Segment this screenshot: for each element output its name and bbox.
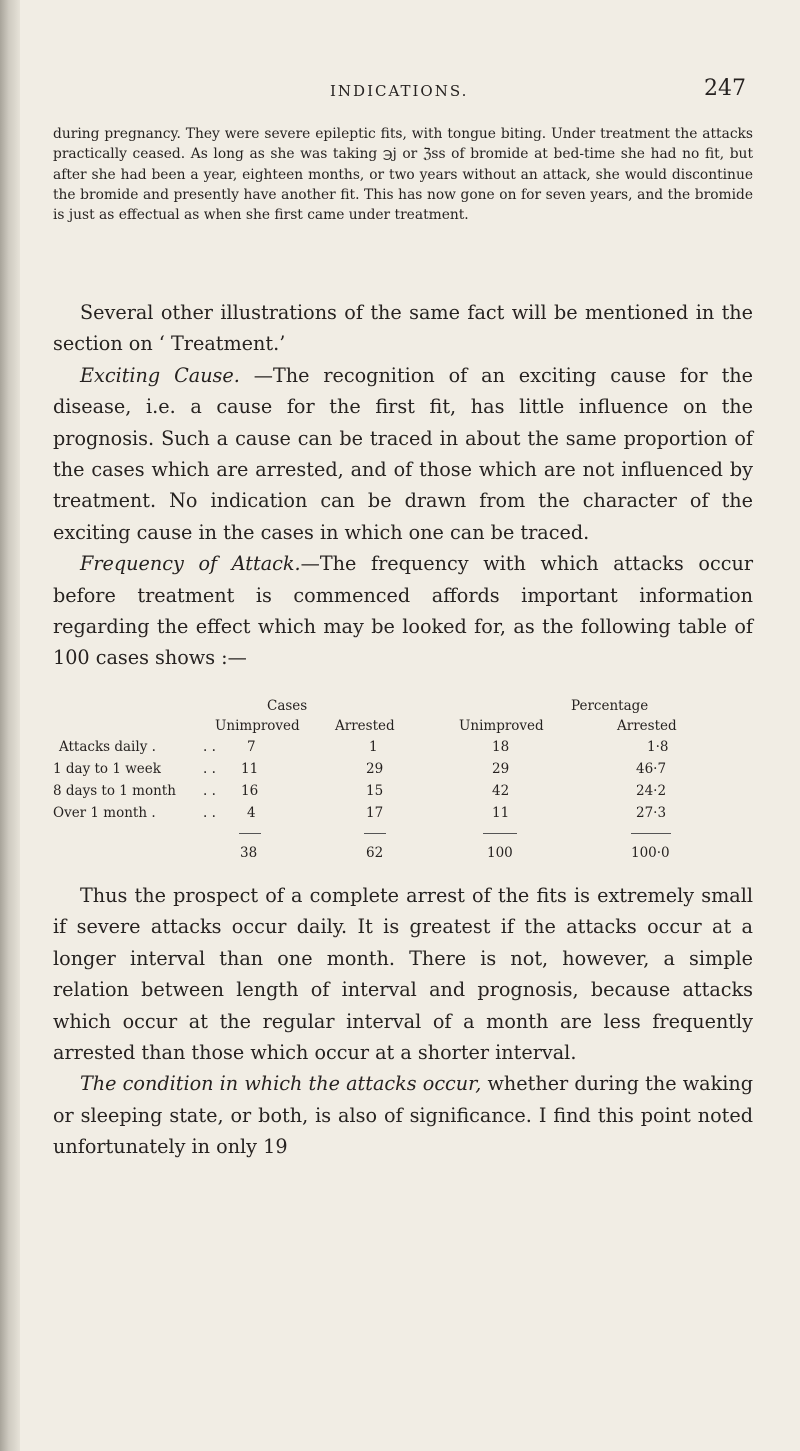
page-header: [0, 76, 800, 106]
total-rule: [631, 833, 671, 834]
cell-pct-arrested: 46·7: [636, 761, 667, 777]
row-leader-dots: . .: [203, 739, 216, 755]
total-rule: [239, 833, 261, 834]
paragraph-condition-of-attacks: [53, 1068, 753, 1162]
group-header-cases: Cases: [267, 698, 308, 714]
row-leader-dots: . .: [203, 761, 216, 777]
paragraph-exciting-cause: [53, 360, 753, 548]
exciting-cause-heading: Exciting Cause.: [80, 363, 240, 387]
cell-cases-arrested: 15: [366, 783, 384, 799]
cell-cases-unimproved: 11: [241, 761, 259, 777]
condition-text: whether during the waking or sleeping state, or both, is also of significance. I find this point noted unfortunately in only 19: [53, 1072, 753, 1159]
total-pct-arrested: 100·0: [631, 845, 670, 861]
sub-header-cases-unimproved: Unimproved: [215, 718, 300, 734]
cell-cases-arrested: 29: [366, 761, 384, 777]
row-leader-dots: . .: [203, 805, 216, 821]
cell-pct-arrested: 24·2: [636, 783, 667, 799]
row-label: Attacks daily .: [59, 739, 156, 755]
total-cases-arrested: 62: [366, 845, 384, 861]
body-text-lower: [53, 880, 753, 1163]
group-header-percentage: Percentage: [571, 698, 649, 714]
paragraph-prospect-of-arrest: Thus the prospect of a complete arrest of the fits is extremely small if severe attacks occur daily. It is greatest if the attacks occur at a longer interval than one month. There is not, however, a simple relation between length of interval and prognosis, because attacks which occur at the regular interval of a month are less frequently arrested than those which occur at a shorter interval.: [53, 884, 753, 1065]
small-print-text: during pregnancy. They were severe epileptic fits, with tongue biting. Under treatment the attacks practically ceased. As long as she was taking ℈j or ℨss of bromide at bed-time she had no fit, but after she had been a year, eighteen months, or two years without an attack, she would discontinue the bromide and presently have another fit. This has now gone on for seven years, and the bromide is just as effectual as when she first came under treatment.: [53, 126, 753, 224]
total-cases-unimproved: 38: [240, 845, 258, 861]
cases-table: [53, 695, 753, 871]
sub-header-pct-arrested: Arrested: [617, 718, 677, 734]
sub-header-pct-unimproved: Unimproved: [459, 718, 544, 734]
cell-pct-unimproved: 18: [492, 739, 510, 755]
page-binding-shadow: [0, 0, 20, 1451]
condition-heading: The condition in which the attacks occur,: [80, 1072, 482, 1096]
row-leader-dots: . .: [203, 783, 216, 799]
total-rule: [364, 833, 386, 834]
total-rule: [483, 833, 517, 834]
row-label: 1 day to 1 week: [53, 761, 161, 777]
paragraph-treatment-reference: Several other illustrations of the same fact will be mentioned in the section on ‘ Treatment.’: [53, 301, 753, 356]
row-label: Over 1 month .: [53, 805, 156, 821]
total-pct-unimproved: 100: [487, 845, 513, 861]
cell-pct-arrested: 1·8: [647, 739, 669, 755]
cell-cases-unimproved: 16: [241, 783, 259, 799]
case-note-paragraph: [53, 124, 753, 225]
cell-pct-unimproved: 29: [492, 761, 510, 777]
page-number: 247: [704, 76, 746, 101]
row-label: 8 days to 1 month: [53, 783, 176, 799]
cell-cases-unimproved: 4: [247, 805, 256, 821]
running-head: INDICATIONS.: [330, 82, 469, 100]
frequency-heading: Frequency of Attack.: [80, 552, 301, 576]
cell-cases-arrested: 17: [366, 805, 384, 821]
exciting-cause-text: —The recognition of an exciting cause for the disease, i.e. a cause for the first fit, has little influence on the prognosis. Such a cause can be traced in about the same proportion of the cases which are arrested, and of those which are not influenced by treatment. No indication can be drawn from the character of the exciting cause in the cases in which one can be traced.: [53, 363, 754, 544]
paragraph-frequency-of-attack: [53, 548, 753, 674]
cell-pct-arrested: 27·3: [636, 805, 667, 821]
body-text-upper: [53, 297, 753, 674]
cell-cases-unimproved: 7: [247, 739, 256, 755]
cell-cases-arrested: 1: [369, 739, 378, 755]
cell-pct-unimproved: 42: [492, 783, 510, 799]
sub-header-cases-arrested: Arrested: [335, 718, 395, 734]
cell-pct-unimproved: 11: [492, 805, 510, 821]
frequency-text: —The frequency with which attacks occur before treatment is commenced affords important information regarding the effect which may be looked for, as the following table of 100 cases shows :—: [53, 552, 754, 670]
